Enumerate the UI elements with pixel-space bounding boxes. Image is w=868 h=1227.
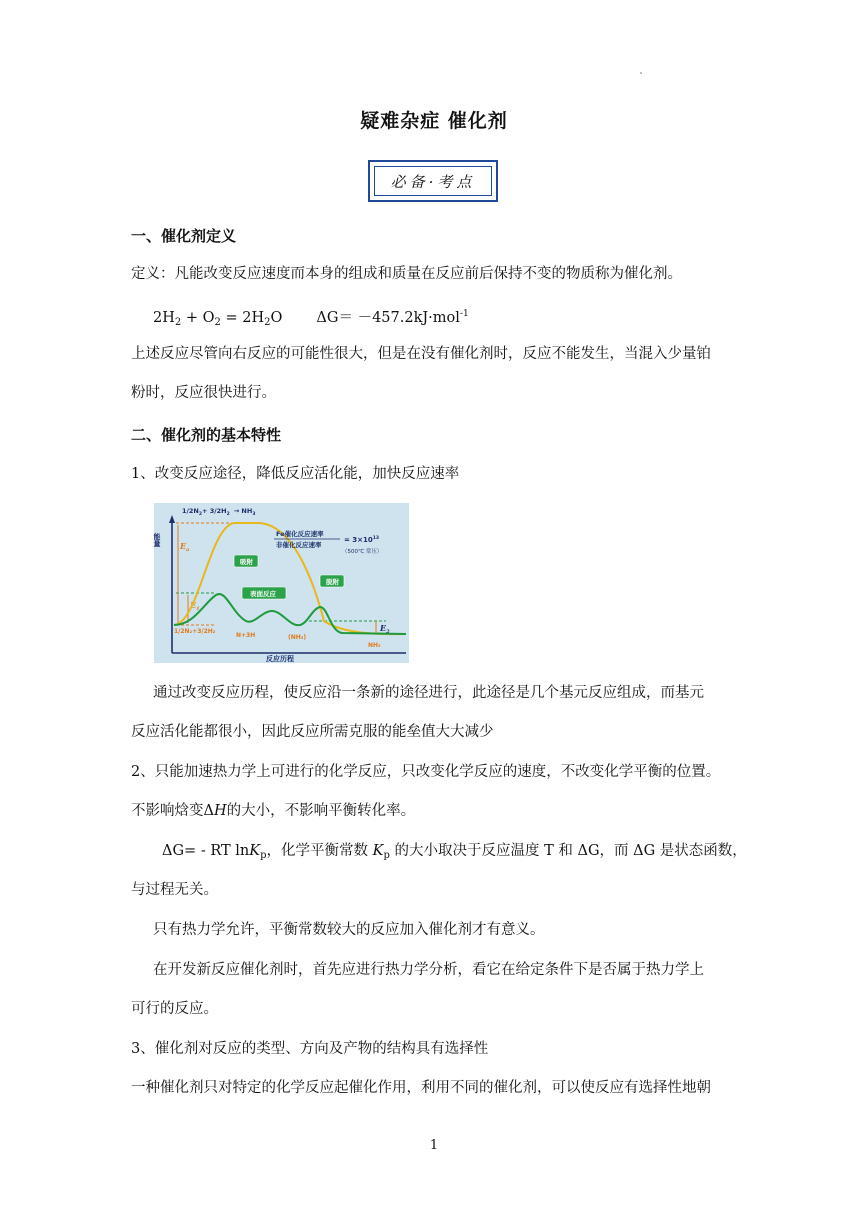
energy-diagram-figure bbox=[154, 503, 409, 663]
e1-label: $E_1$ bbox=[190, 600, 200, 612]
paragraph-5: 一种催化剂只对特定的化学反应起催化作用，利用不同的催化剂，可以使反应有选择性地朝 bbox=[131, 1080, 711, 1096]
intermediate-1-label: N+3H bbox=[236, 632, 256, 639]
paragraph-1-line-1: 上述反应尽管向右反应的可能性很大，但是在没有催化剂时，反应不能发生，当混入少量铂 bbox=[131, 346, 711, 362]
x-axis-label: 反应历程 bbox=[266, 655, 294, 663]
end-species-label: NH₃ bbox=[368, 642, 381, 649]
page-title: 疑难杂症 催化剂 bbox=[360, 110, 508, 132]
section1-heading: 一、催化剂定义 bbox=[131, 227, 237, 245]
figure-background bbox=[154, 503, 409, 663]
y-axis-label: 能量 bbox=[153, 533, 161, 547]
section2-heading: 二、催化剂的基本特性 bbox=[131, 426, 282, 444]
paragraph-1-line-2: 粉时，反应很快进行。 bbox=[131, 385, 276, 401]
ea-label: $E_a$ bbox=[180, 541, 190, 553]
equation: $2H_2 + O_2 = 2H_2O$ ΔG＝ －457.2kJ·mol$^{-1}$ bbox=[153, 309, 469, 328]
item-2-line-2: 不影响焓变ΔH的大小，不影响平衡转化率。 bbox=[131, 803, 416, 819]
section-badge bbox=[368, 160, 498, 202]
ratio-denominator: 非催化反应速率 bbox=[276, 541, 322, 549]
item-3: 3、催化剂对反应的类型、方向及产物的结构具有选择性 bbox=[131, 1041, 489, 1057]
paragraph-4-line-1: 在开发新反应催化剂时，首先应进行热力学分析，看它在给定条件下是否属于热力学上 bbox=[153, 962, 704, 978]
formula-line-1: ΔG= - RT lnK$_p$，化学平衡常数 $K_p$ 的大小取决于反应温度 T 和 ΔG，而 ΔG 是状态函数， bbox=[162, 843, 747, 861]
intermediate-2-label: (NH₃) bbox=[288, 634, 307, 641]
item-1: 1、改变反应途径，降低反应活化能，加快反应速率 bbox=[131, 466, 460, 482]
speck bbox=[640, 72, 642, 74]
definition-text: 定义：凡能改变反应速度而本身的组成和质量在反应前后保持不变的物质称为催化剂。 bbox=[131, 266, 682, 282]
start-species-label: 1/2N₂+3/2H₂ bbox=[174, 628, 216, 635]
formula-line-2: 与过程无关。 bbox=[131, 882, 218, 898]
paragraph-4-line-2: 可行的反应。 bbox=[131, 1001, 218, 1017]
ratio-value: = $3\times 10^{13}$ bbox=[344, 536, 380, 544]
ratio-numerator: Fe催化反应速率 bbox=[276, 530, 324, 538]
desorb-label: 脱附 bbox=[326, 578, 339, 586]
badge-label: 必备·考点 bbox=[374, 166, 492, 196]
page-number: 1 bbox=[429, 1138, 439, 1153]
paragraph-3: 只有热力学允许，平衡常数较大的反应加入催化剂才有意义。 bbox=[153, 922, 545, 938]
paragraph-2-line-1: 通过改变反应历程，使反应沿一条新的途径进行，此途径是几个基元反应组成，而基元 bbox=[153, 685, 704, 701]
item-2-line-1: 2、只能加速热力学上可进行的化学反应，只改变化学反应的速度，不改变化学平衡的位置。 bbox=[131, 764, 721, 780]
figure-top-label: $1/2N_2+ 3/2H_2 \to NH_3$ bbox=[182, 507, 256, 517]
surface-reaction-label: 表面反应 bbox=[250, 590, 276, 598]
e2-label: $E_2$ bbox=[380, 623, 390, 635]
ratio-condition: （500℃ 常压） bbox=[342, 549, 383, 555]
paragraph-2-line-2: 反应活化能都很小，因此反应所需克服的能垒值大大减少 bbox=[131, 724, 494, 740]
adsorb-label: 吸附 bbox=[240, 558, 253, 566]
